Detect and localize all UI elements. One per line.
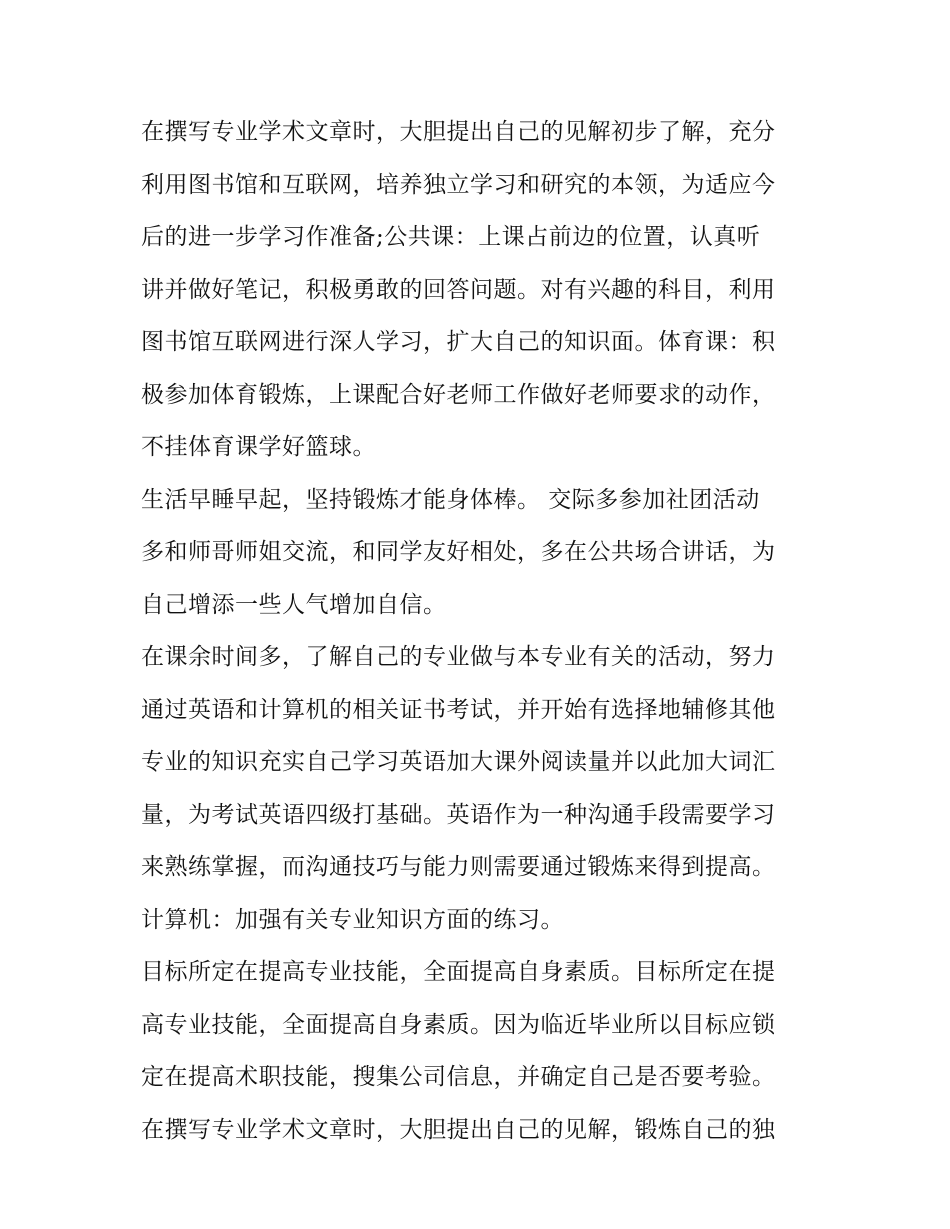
text-line: 讲并做好笔记，积极勇敢的回答问题。对有兴趣的科目，利用 — [141, 276, 776, 303]
text-line: 目标所定在提高专业技能，全面提高自身素质。目标所定在提 — [141, 959, 776, 985]
text-line: 在撰写专业学术文章时，大胆提出自己的见解，锻炼自己的独 — [141, 1116, 776, 1143]
text-line: 高专业技能，全面提高自身素质。因为临近毕业所以目标应锁 — [141, 1011, 776, 1038]
text-line: 多和师哥师姐交流，和同学友好相处，多在公共场合讲话，为 — [141, 539, 776, 565]
text-line: 通过英语和计算机的相关证书考试，并开始有选择地辅修其他 — [141, 696, 776, 723]
text-line: 极参加体育锻炼，上课配合好老师工作做好老师要求的动作， — [141, 381, 776, 408]
body-text — [141, 106, 821, 1156]
text-line: 定在提高术职技能，搜集公司信息，并确定自己是否要考验。 — [141, 1064, 776, 1090]
text-line: 利用图书馆和互联网，培养独立学习和研究的本领，为适应今 — [141, 171, 776, 198]
text-line: 自己增添一些人气增加自信。 — [141, 591, 447, 618]
text-line: 来熟练掌握，而沟通技巧与能力则需要通过锻炼来得到提高。 — [141, 854, 776, 880]
text-line: 在撰写专业学术文章时，大胆提出自己的见解初步了解，充分 — [141, 119, 776, 145]
text-line: 量，为考试英语四级打基础。英语作为一种沟通手段需要学习 — [141, 801, 776, 828]
text-line: 图书馆互联网进行深人学习，扩大自己的知识面。体育课：积 — [141, 329, 776, 355]
text-line: 生活早睡早起，坚持锻炼才能身体棒。 交际多参加社团活动 — [141, 486, 760, 513]
text-line: 不挂体育课学好篮球。 — [141, 434, 376, 460]
text-line: 计算机：加强有关专业知识方面的练习。 — [141, 906, 564, 933]
text-line: 专业的知识充实自己学习英语加大课外阅读量并以此加大词汇 — [141, 749, 776, 775]
text-line: 后的进一步学习作准备;公共课：上课占前边的位置，认真听 — [141, 224, 761, 250]
text-line: 在课余时间多，了解自己的专业做与本专业有关的活动，努力 — [141, 644, 776, 670]
